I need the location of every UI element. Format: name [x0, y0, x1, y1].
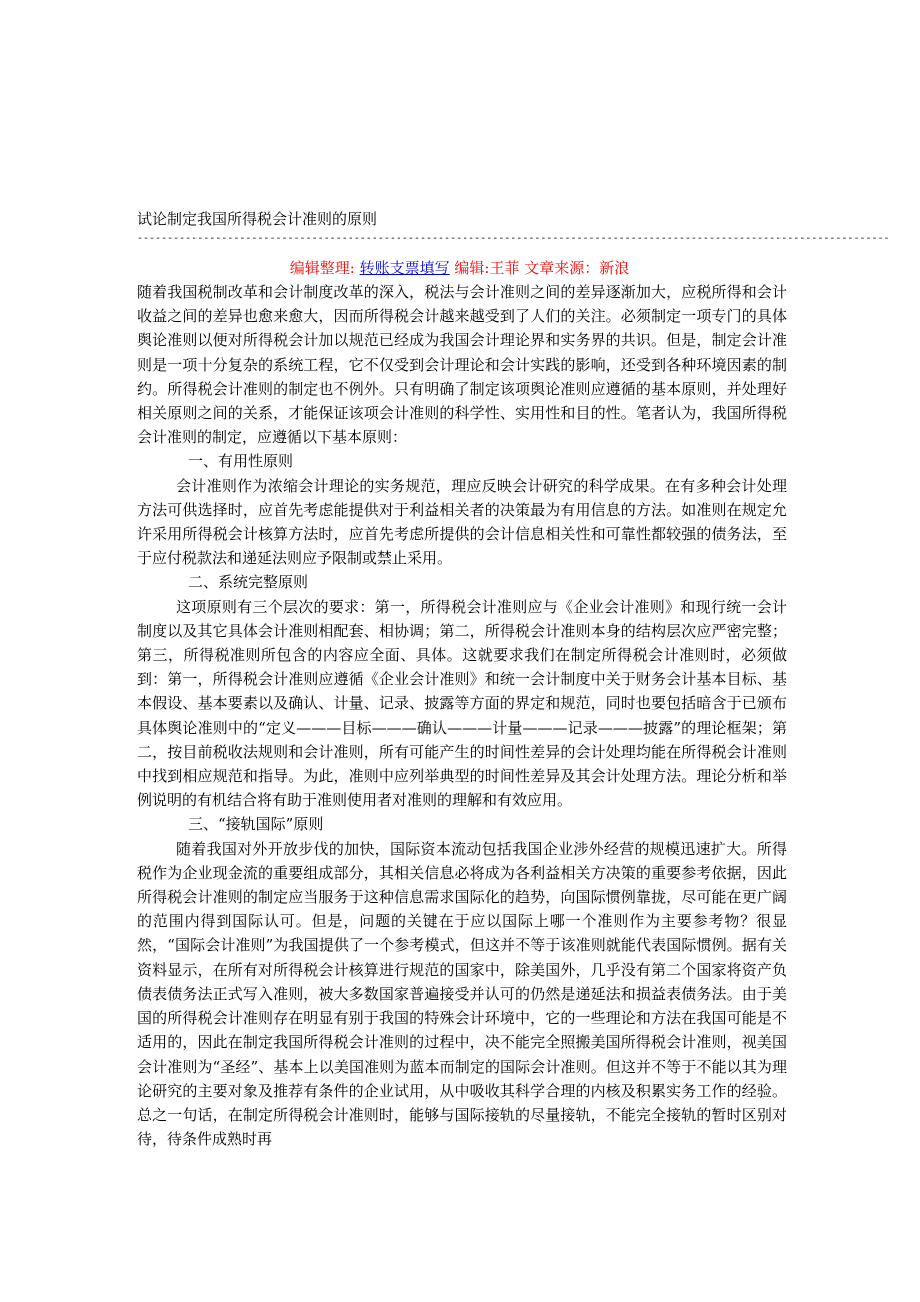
credits-suffix: 编辑:王菲 文章来源：新浪 [449, 259, 630, 277]
paragraph-section-2: 这项原则有三个层次的要求：第一，所得税会计准则应与《企业会计准则》和现行统一会计制度以及其它具体会计准则相配套、相协调；第二，所得税会计准则本身的结构层次应严密完整；第三，所得税准则所包含的内容应全面、具体。这就要求我们在制定所得税会计准则时，必须做到：第一，所得税会计准则应遵循《企业会计准则》和统一会计制度中关于财务会计基本目标、基本假设、基本要素以及确认、计量、记录、披露等方面的界定和规范，同时也要包括暗含于已颁布具体舆论准则中的“定义———目标———确认———计量———记录———披露”的理论框架；第二，按目前税收法规则和会计准则，所有可能产生的时间性差异的会计处理均能在所得税会计准则中找到相应规范和指导。为此，准则中应列举典型的时间性差异及其会计处理方法。理论分析和举例说明的有机结合将有助于准则使用者对准则的理解和有效应用。 [137, 597, 787, 810]
divider-line: ----------------------------------------------------------------------------------------------------------------------------- [137, 233, 890, 244]
credits-line [137, 256, 782, 280]
section-heading-3: 三、“接轨国际”原则 [188, 815, 324, 834]
section-heading-2: 二、系统完整原则 [188, 573, 309, 592]
paragraph-intro: 随着我国税制改革和会计制度改革的深入，税法与会计准则之间的差异逐渐加大，应税所得和会计收益之间的差异也愈来愈大，因而所得税会计越来越受到了人们的关注。必须制定一项专门的具体舆论准则以便对所得税会计加以规范已经成为我国会计理论界和实务界的共识。但是，制定会计准则是一项十分复杂的系统工程，它不仅受到会计理论和会计实践的影响，还受到各种环境因素的制约。所得税会计准则的制定也不例外。只有明确了制定该项舆论准则应遵循的基本原则，并处理好相关原则之间的关系，才能保证该项会计准则的科学性、实用性和目的性。笔者认为，我国所得税会计准则的制定，应遵循以下基本原则： [137, 283, 787, 447]
paragraph-section-3: 随着我国对外开放步伐的加快，国际资本流动包括我国企业涉外经营的规模迅速扩大。所得税作为企业现金流的重要组成部分，其相关信息必将成为各利益相关方决策的重要参考依据，因此所得税会计准则的制定应当服务于这种信息需求国际化的趋势，向国际惯例靠拢，尽可能在更广阔的范围内得到国际认可。但是，问题的关键在于应以国际上哪一个准则作为主要参考物？很显然，“国际会计准则”为我国提供了一个参考模式，但这并不等于该准则就能代表国际惯例。据有关资料显示，在所有对所得税会计核算进行规范的国家中，除美国外，几乎没有第二个国家将资产负债表债务法正式写入准则，被大多数国家普遍接受并认可的仍然是递延法和损益表债务法。由于美国的所得税会计准则存在明显有别于我国的特殊会计环境中，它的一些理论和方法在我国可能是不适用的，因此在制定我国所得税会计准则的过程中，决不能完全照搬美国所得税会计准则，视美国会计准则为“圣经”、基本上以美国准则为蓝本而制定的国际会计准则。但这并不等于不能以其为理论研究的主要对象及推荐有条件的企业试用，从中吸收其科学合理的内核及积累实务工作的经验。总之一句话，在制定所得税会计准则时，能够与国际接轨的尽量接轨，不能完全接轨的暂时区别对待，待条件成熟时再 [137, 839, 787, 1149]
credits-link[interactable]: 转账支票填写 [359, 259, 450, 277]
credits-prefix: 编辑整理: [289, 259, 360, 277]
paragraph-section-1: 会计准则作为浓缩会计理论的实务规范，理应反映会计研究的科学成果。在有多种会计处理方法可供选择时，应首先考虑能提供对于利益相关者的决策最为有用信息的方法。如准则在规定允许采用所得税会计核算方法时，应首先考虑所提供的会计信息相关性和可靠性都较强的债务法，至于应付税款法和递延法则应予限制或禁止采用。 [137, 476, 787, 568]
article-body [137, 280, 787, 1151]
document-title: 试论制定我国所得税会计准则的原则 [137, 210, 378, 228]
section-heading-1: 一、有用性原则 [188, 452, 294, 471]
